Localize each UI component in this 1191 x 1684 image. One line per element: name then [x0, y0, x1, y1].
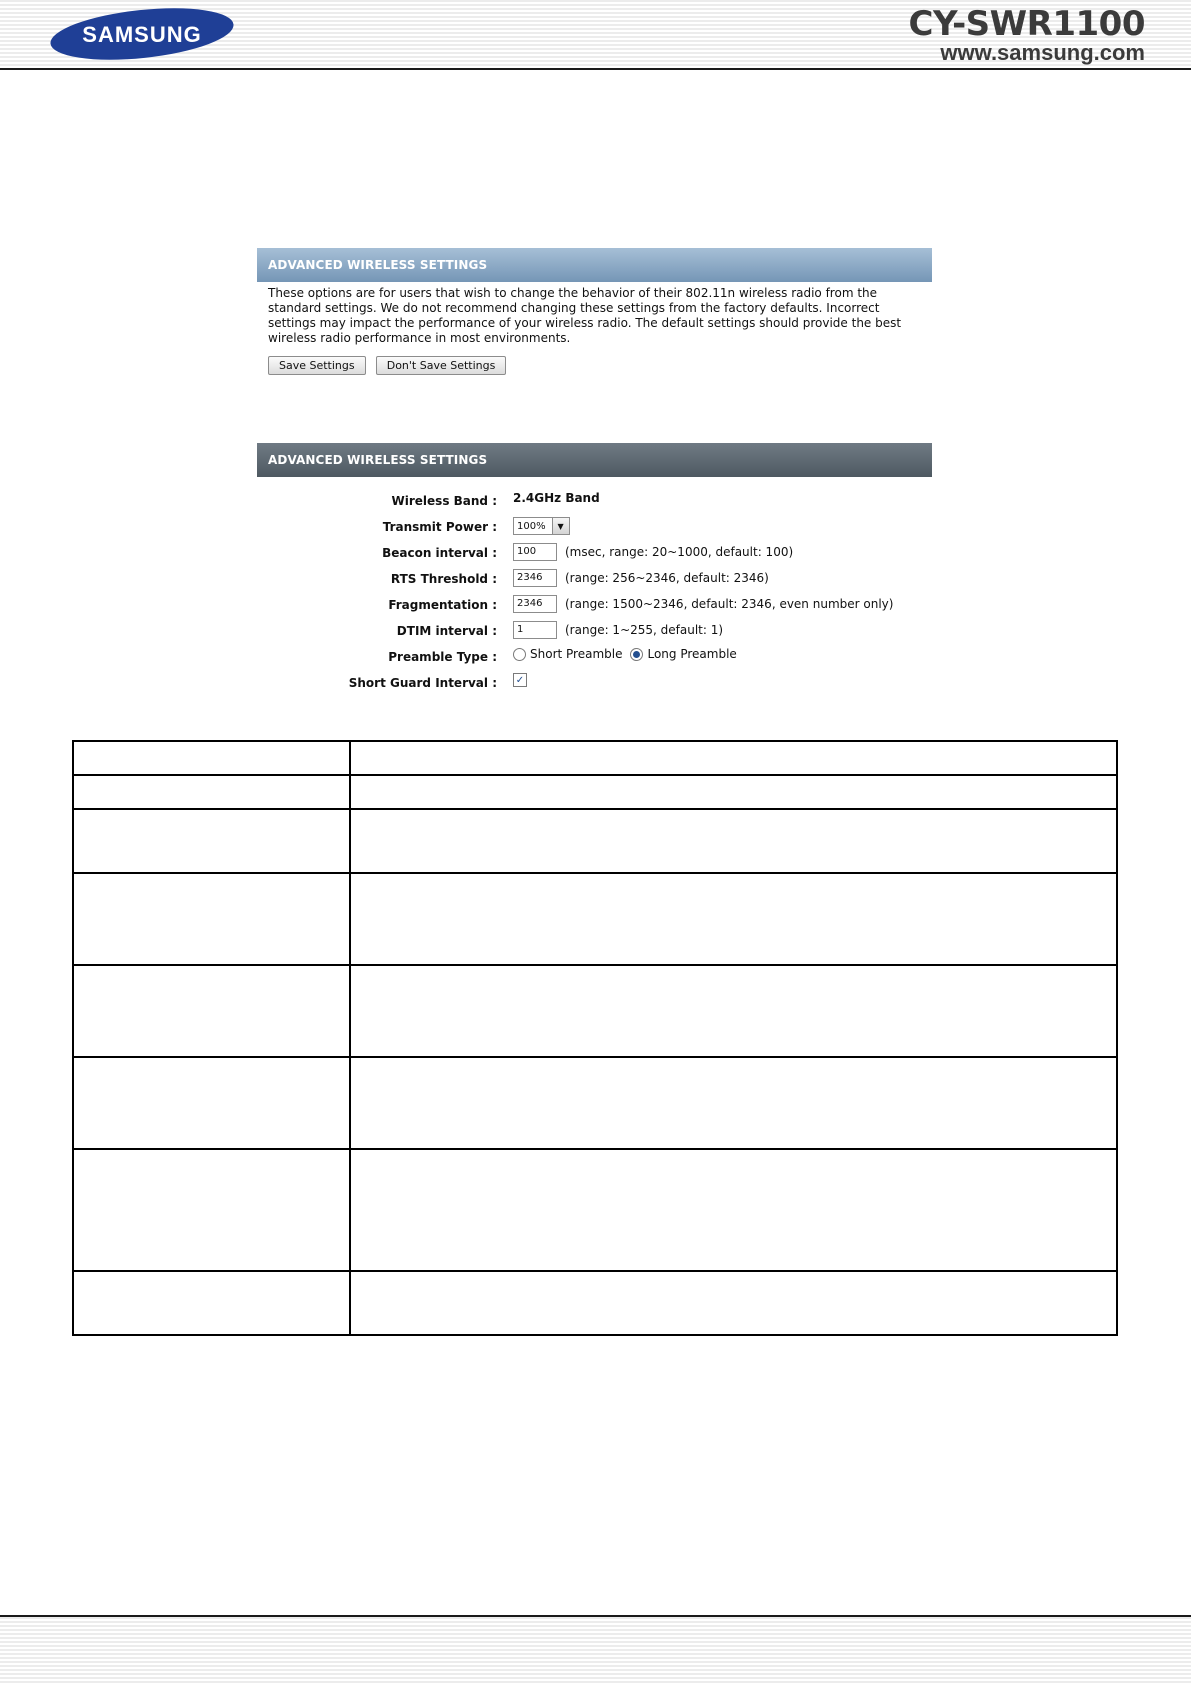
save-settings-button[interactable]: Save Settings	[268, 356, 366, 375]
short-guard-interval-checkbox[interactable]: ✓	[513, 673, 527, 687]
page-header	[0, 0, 1191, 68]
fragmentation-input[interactable]: 2346	[513, 595, 557, 613]
beacon-interval-row	[257, 541, 932, 567]
dtim-interval-hint: (range: 1~255, default: 1)	[565, 623, 724, 637]
fragmentation-row	[257, 593, 932, 619]
transmit-power-select[interactable]	[513, 517, 570, 535]
samsung-logo	[44, 4, 244, 60]
table-row	[73, 775, 1117, 809]
dont-save-settings-button[interactable]: Don't Save Settings	[376, 356, 507, 375]
table-row	[73, 965, 1117, 1057]
short-preamble-radio[interactable]	[513, 648, 526, 661]
transmit-power-row	[257, 515, 932, 541]
header-divider	[0, 68, 1191, 70]
short-preamble-label: Short Preamble	[530, 647, 623, 661]
preamble-type-label: Preamble Type :	[388, 650, 497, 664]
button-row	[257, 346, 932, 383]
dtim-interval-row	[257, 619, 932, 645]
svg-text:SAMSUNG: SAMSUNG	[82, 22, 202, 47]
table-row	[73, 1149, 1117, 1271]
dtim-interval-label: DTIM interval :	[396, 624, 497, 638]
transmit-power-label: Transmit Power :	[382, 520, 497, 534]
beacon-interval-label: Beacon interval :	[382, 546, 497, 560]
table-row	[73, 1271, 1117, 1335]
chevron-down-icon: ▼	[552, 518, 569, 534]
fragmentation-hint: (range: 1500~2346, default: 2346, even number only)	[565, 597, 894, 611]
beacon-interval-hint: (msec, range: 20~1000, default: 100)	[565, 545, 794, 559]
model-name: CY-SWR1100	[908, 4, 1145, 44]
advanced-wireless-settings-panel	[257, 443, 932, 697]
wireless-band-row	[257, 489, 932, 515]
long-preamble-radio[interactable]	[630, 648, 643, 661]
fragmentation-label: Fragmentation :	[388, 598, 497, 612]
settings-reference-table	[72, 740, 1118, 1336]
short-guard-interval-row	[257, 671, 932, 697]
intro-description: These options are for users that wish to change the behavior of their 802.11n wireless radio from the standard settings. We do not recommend changing these settings from the factory defaults. Incorrect settings may impact the performance of your wireless radio. The default settings should provide the best wireless radio performance in most environments.	[268, 286, 902, 345]
transmit-power-value: 100%	[517, 520, 546, 532]
rts-threshold-label: RTS Threshold :	[390, 572, 497, 586]
table-row	[73, 809, 1117, 873]
page-footer	[0, 1617, 1191, 1684]
beacon-interval-input[interactable]: 100	[513, 543, 557, 561]
panel-title: ADVANCED WIRELESS SETTINGS	[257, 248, 932, 282]
wireless-band-value: 2.4GHz Band	[513, 491, 600, 505]
table-row	[73, 1057, 1117, 1149]
long-preamble-label: Long Preamble	[647, 647, 737, 661]
table-row	[73, 741, 1117, 775]
rts-threshold-hint: (range: 256~2346, default: 2346)	[565, 571, 769, 585]
rts-threshold-row	[257, 567, 932, 593]
short-guard-interval-label: Short Guard Interval :	[348, 676, 497, 690]
website-url: www.samsung.com	[940, 40, 1145, 65]
dtim-interval-input[interactable]: 1	[513, 621, 557, 639]
advanced-wireless-intro-panel	[257, 248, 932, 383]
preamble-type-row	[257, 645, 932, 671]
rts-threshold-input[interactable]: 2346	[513, 569, 557, 587]
panel-title: ADVANCED WIRELESS SETTINGS	[257, 443, 932, 477]
wireless-band-label: Wireless Band :	[391, 494, 497, 508]
table-row	[73, 873, 1117, 965]
